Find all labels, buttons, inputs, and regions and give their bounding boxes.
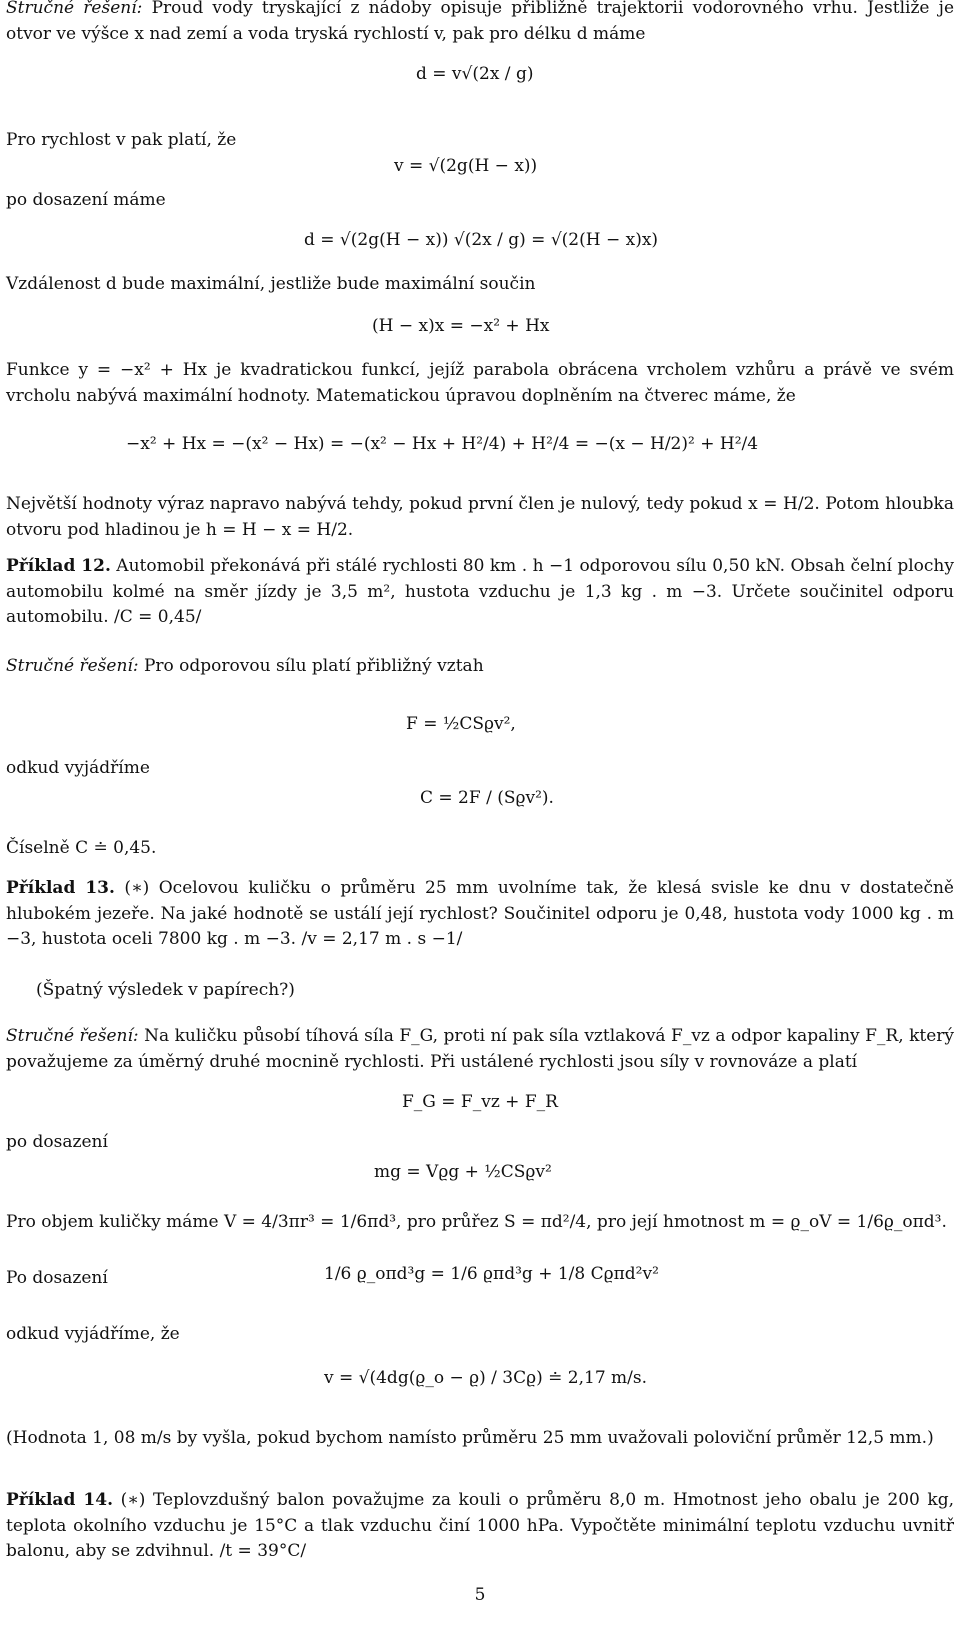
text-rychlost: Pro rychlost v pak platí, že — [6, 130, 237, 150]
text-odkud-vyjadrime-ze: odkud vyjádříme, že — [6, 1324, 180, 1344]
text-ciselne: Číselně C ≐ 0,45. — [6, 838, 157, 858]
text-vzdalenost: Vzdálenost d bude maximální, jestliže bude maximální součin — [6, 274, 536, 294]
example-13 — [6, 876, 954, 953]
equation-v-result: v = √(4dg(ϱ_o − ϱ) / 3Cϱ) ≐ 2,17 m/s. — [324, 1368, 648, 1388]
text-objem: Pro objem kuličky máme V = 4/3πr³ = 1/6πd³, pro průřez S = πd²/4, pro její hmotnost m = ϱ_oV = 1/6ϱ_oπd³. — [6, 1212, 947, 1232]
paragraph-nejvetsi: Největší hodnoty výraz napravo nabývá tehdy, pokud první člen je nulový, tedy pokud x = H/2. Potom hloubka otvoru pod hladinou je h = H − x = H/2. — [6, 494, 954, 540]
solution-label: Stručné řešení: — [6, 656, 139, 676]
example-14-label: Příklad 14. — [6, 1490, 114, 1510]
example-14 — [6, 1488, 954, 1565]
example-12-solution — [6, 654, 954, 680]
text-note-spatny: (Špatný výsledek v papírech?) — [36, 980, 295, 1000]
page-number: 5 — [474, 1585, 486, 1605]
text-po-dosazeni-3: Po dosazení — [6, 1268, 108, 1288]
solution-label: Stručné řešení: — [6, 1026, 139, 1046]
text-hodnota-note: (Hodnota 1, 08 m/s by vyšla, pokud bychom namísto průměru 25 mm uvažovali poloviční průměr 12,5 mm.) — [6, 1428, 934, 1448]
equation-C: C = 2F / (Sϱv²). — [420, 788, 554, 808]
example-13-solution — [6, 1024, 954, 1075]
example-12-label: Příklad 12. — [6, 556, 111, 576]
intro-text: Proud vody tryskající z nádoby opisuje přibližně trajektorii vodorovného vrhu. Jestliže je otvor ve výšce x nad zemí a voda tryská rychlostí v, pak pro délku d máme — [6, 0, 955, 44]
document-page — [6, 0, 954, 1630]
example-14-text: (∗) Teplovzdušný balon považujme za kouli o průměru 8,0 m. Hmotnost jeho obalu je 200 kg, teplota okolního vzduchu je 15°C a tlak vzduchu činí 1000 hPa. Vypočtěte minimální teplotu vzduchu uvnitř balonu, aby se zdvihnul. /t = 39°C/ — [6, 1490, 954, 1561]
example-12-solution-text: Pro odporovou sílu platí přibližný vztah — [138, 656, 484, 676]
example-12 — [6, 554, 954, 631]
text-po-dosazeni: po dosazení máme — [6, 190, 166, 210]
solution-label: Stručné řešení: — [6, 0, 143, 18]
example-13-text: (∗) Ocelovou kuličku o průměru 25 mm uvolníme tak, že klesá svisle ke dnu v dostatečně hlubokém jezeře. Na jaké hodnotě se ustálí její rychlost? Součinitel odporu je 0,48, hustota vody 1000 kg . m −3, hustota oceli 7800 kg . m −3. /v = 2,17 m . s −1/ — [6, 878, 954, 949]
equation-v: v = √(2g(H − x)) — [394, 156, 538, 176]
intro-paragraph — [6, 0, 954, 47]
equation-square: −x² + Hx = −(x² − Hx) = −(x² − Hx + H²/4) + H²/4 = −(x − H/2)² + H²/4 — [126, 434, 759, 454]
example-13-label: Příklad 13. — [6, 878, 115, 898]
example-13-solution-text: Na kuličku působí tíhová síla F_G, proti ní pak síla vztlaková F_vz a odpor kapaliny F_R, který považujeme za úměrný druhé mocnině rychlosti. Při ustálené rychlosti jsou síly v rovnováze a platí — [6, 1026, 954, 1072]
equation-balance: 1/6 ϱ_oπd³g = 1/6 ϱπd³g + 1/8 Cϱπd²v² — [324, 1264, 659, 1284]
paragraph-funkce: Funkce y = −x² + Hx je kvadratickou funkcí, jejíž parabola obrácena vrcholem vzhůru a právě ve svém vrcholu nabývá maximální hodnoty. Matematickou úpravou doplněním na čtverec máme, že — [6, 360, 954, 406]
text-po-dosazeni-2: po dosazení — [6, 1132, 108, 1152]
equation-FG: F_G = F_vz + F_R — [402, 1092, 558, 1112]
equation-d-final: d = √(2g(H − x)) √(2x / g) = √(2(H − x)x) — [304, 230, 659, 250]
equation-d-v: d = v√(2x / g) — [416, 64, 534, 84]
text-odkud-vyjadrime: odkud vyjádříme — [6, 758, 150, 778]
equation-F: F = ½CSϱv², — [406, 714, 516, 734]
equation-mg: mg = Vϱg + ½CSϱv² — [374, 1162, 552, 1182]
example-12-text: Automobil překonává při stálé rychlosti 80 km . h −1 odporovou sílu 0,50 kN. Obsah čelní plochy automobilu kolmé na směr jízdy je 3,5 m², hustota vzduchu je 1,3 kg . m −3. Určete součinitel odporu automobilu. /C = 0,45/ — [6, 556, 954, 627]
equation-product: (H − x)x = −x² + Hx — [372, 316, 550, 336]
